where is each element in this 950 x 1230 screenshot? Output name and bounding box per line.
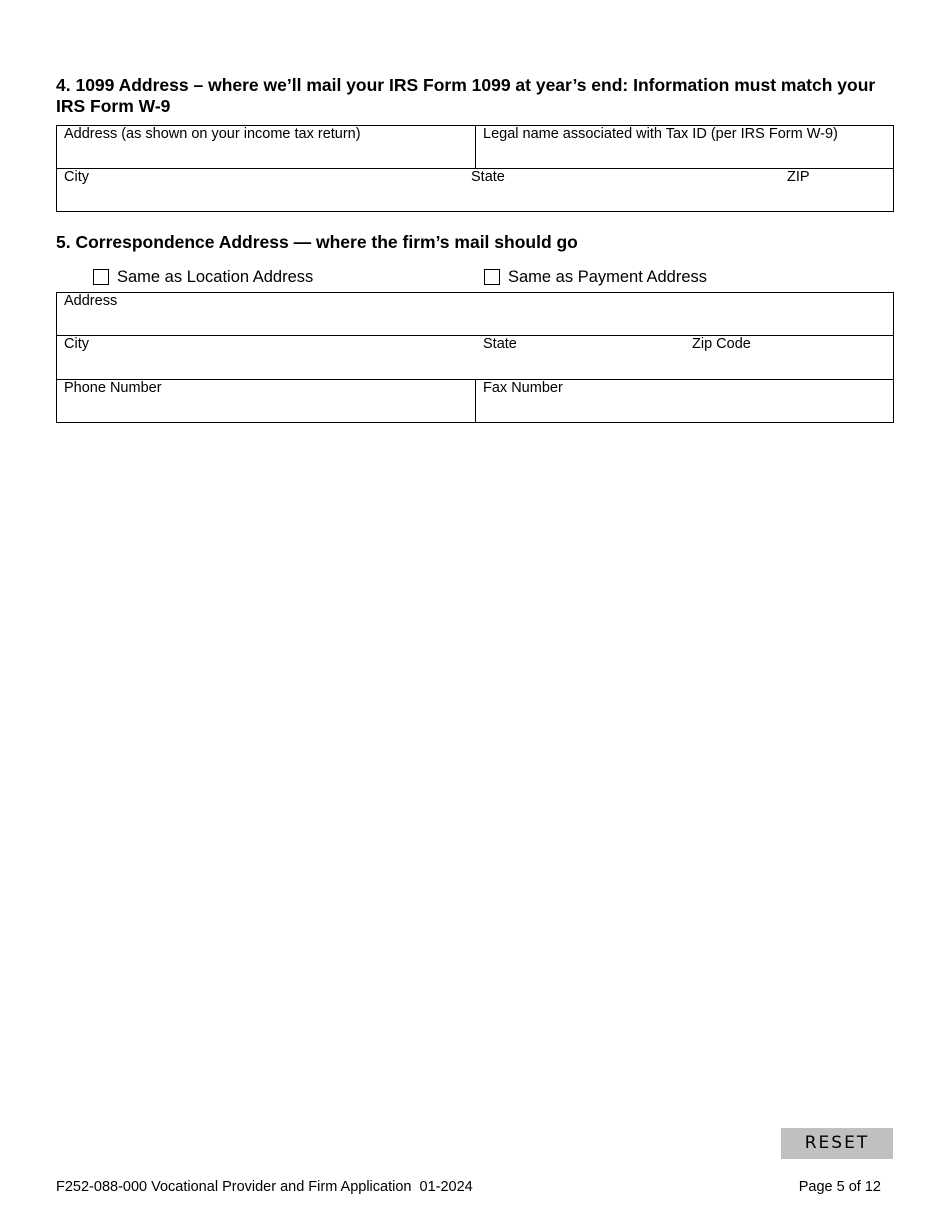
city-state-zip-1099-field[interactable] [56, 168, 894, 212]
correspondence-address-field[interactable] [56, 292, 894, 336]
state-1099-label: State [471, 169, 505, 185]
same-as-payment-checkbox[interactable] [484, 269, 500, 285]
phone-number-label: Phone Number [64, 380, 162, 396]
correspondence-state-label: State [483, 336, 517, 352]
correspondence-city-label: City [64, 336, 89, 352]
section-4-heading: 4. 1099 Address – where we’ll mail your IRS Form 1099 at year’s end: Information must match your IRS Form W-9 [56, 75, 876, 116]
zip-1099-label: ZIP [787, 169, 810, 185]
address-1099-label: Address (as shown on your income tax return) [64, 126, 361, 142]
section-5-heading: 5. Correspondence Address — where the firm’s mail should go [56, 232, 578, 252]
city-1099-label: City [64, 169, 89, 185]
reset-button[interactable]: RESET [781, 1128, 893, 1159]
same-as-location-checkbox[interactable] [93, 269, 109, 285]
fax-number-label: Fax Number [483, 380, 563, 396]
footer-page-number: Page 5 of 12 [798, 1179, 881, 1195]
same-as-location-label: Same as Location Address [117, 268, 314, 286]
correspondence-address-label: Address [64, 293, 118, 309]
fax-number-field[interactable] [475, 379, 894, 423]
correspondence-zip-label: Zip Code [692, 336, 751, 352]
legal-name-field[interactable] [475, 125, 894, 169]
same-as-payment-label: Same as Payment Address [508, 268, 708, 286]
phone-number-field[interactable] [56, 379, 476, 423]
correspondence-city-state-zip-field[interactable] [56, 335, 894, 380]
legal-name-label: Legal name associated with Tax ID (per IRS Form W-9) [483, 126, 838, 142]
footer-form-id: F252-088-000 Vocational Provider and Firm Application 01-2024 [56, 1179, 473, 1195]
address-1099-field[interactable] [56, 125, 476, 169]
